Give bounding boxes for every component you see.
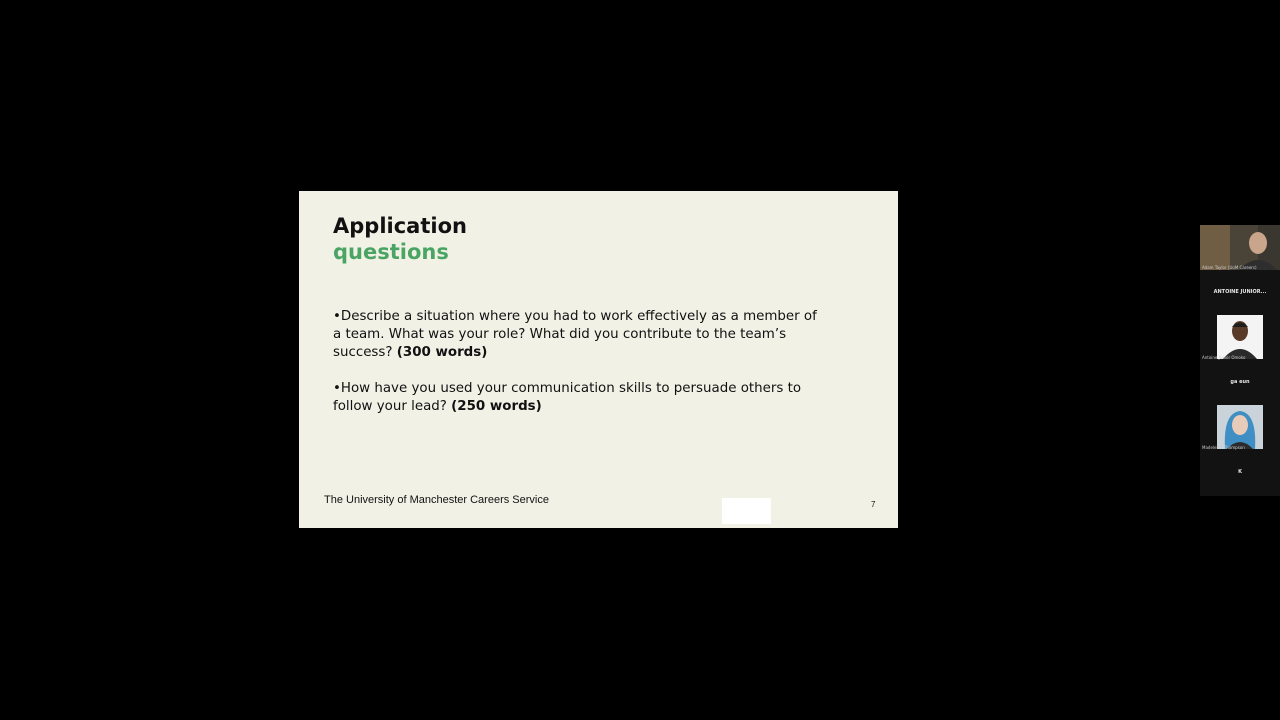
slide-title [333, 213, 467, 265]
participant-tile[interactable] [1200, 270, 1280, 316]
slide-page-number: 7 [871, 500, 876, 509]
participant-name: ANTOINE JUNIOR... [1213, 289, 1267, 295]
participant-name: Antoine Junior Omoko [1202, 355, 1246, 360]
participant-tile[interactable] [1200, 405, 1280, 451]
participant-tile[interactable] [1200, 450, 1280, 496]
question-text: •How have you used your communication skills to persuade others to follow your lead? [333, 381, 802, 414]
slide-title-line-2: questions [333, 240, 449, 264]
question-text: •Describe a situation where you had to work effectively as a member of a team. What was your role? What did you contribute to the team’s success? [333, 309, 817, 360]
question-list [333, 308, 823, 434]
participant-tile[interactable] [1200, 360, 1280, 406]
question-item [333, 380, 823, 416]
slide-footer: The University of Manchester Careers Service [324, 494, 549, 506]
participant-name: K [1238, 469, 1242, 475]
participant-name: Adam Taylor (UoM Careers) [1202, 265, 1257, 270]
university-logo [722, 498, 771, 524]
word-limit: (300 words) [396, 345, 488, 360]
participant-video-icon [1217, 405, 1263, 449]
slide-title-line-1: Application [333, 214, 467, 238]
participant-name: ga eun [1230, 379, 1250, 385]
participant-tile[interactable] [1200, 225, 1280, 271]
participant-name: Madeleine Thompson [1202, 445, 1245, 450]
word-limit: (250 words) [451, 399, 542, 414]
participant-video-icon [1217, 315, 1263, 359]
presentation-slide [299, 191, 898, 528]
participant-tile[interactable] [1200, 315, 1280, 361]
question-item [333, 308, 823, 362]
participant-gallery[interactable] [1200, 225, 1280, 495]
